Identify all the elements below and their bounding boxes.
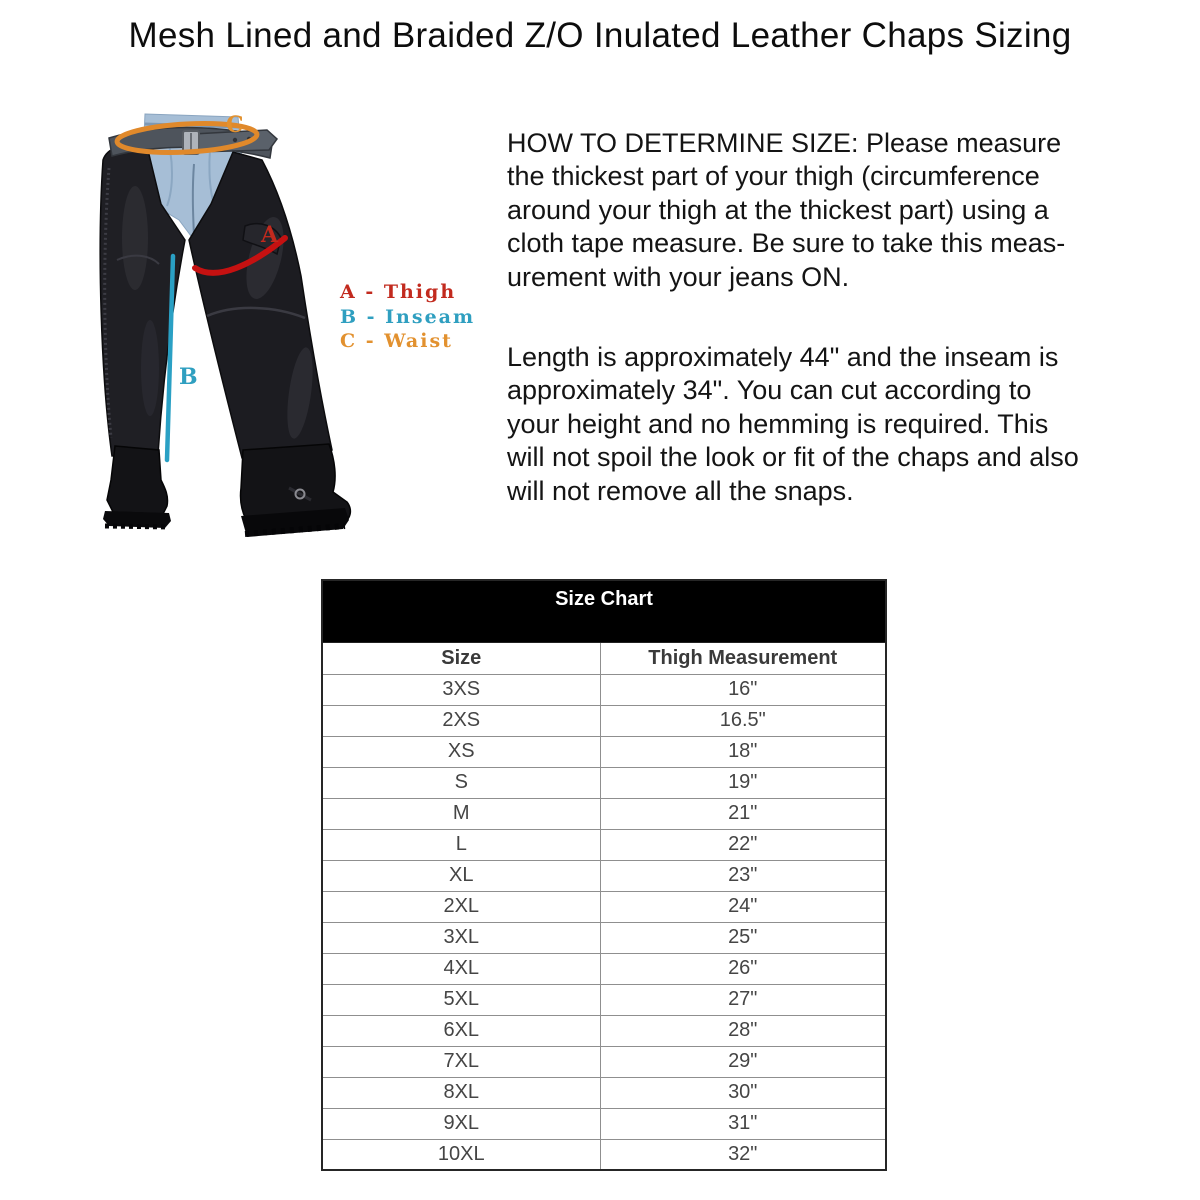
paragraph-line: the thickest part of your thigh (circumference xyxy=(507,161,1040,192)
length-info-paragraph xyxy=(507,341,1155,508)
table-cell: 19" xyxy=(600,767,886,798)
table-cell: XS xyxy=(322,736,600,767)
table-cell: 22" xyxy=(600,829,886,860)
paragraph-line: will not remove all the snaps. xyxy=(507,475,854,506)
table-cell: M xyxy=(322,798,600,829)
table-cell: S xyxy=(322,767,600,798)
table-cell: 25" xyxy=(600,922,886,953)
table-cell: 2XL xyxy=(322,891,600,922)
table-cell: 27" xyxy=(600,984,886,1015)
table-row xyxy=(322,829,886,860)
paragraph-line: urement with your jeans ON. xyxy=(507,261,850,292)
table-row xyxy=(322,1077,886,1108)
measurement-legend xyxy=(340,280,475,354)
table-cell: 29" xyxy=(600,1046,886,1077)
paragraph-line: Length is approximately 44" and the inseam is xyxy=(507,342,1059,373)
table-cell: 31" xyxy=(600,1108,886,1139)
table-row xyxy=(322,953,886,984)
paragraph-line: will not spoil the look or fit of the chaps and also xyxy=(507,442,1079,473)
paragraph-line: approximately 34". You can cut according to xyxy=(507,375,1032,406)
table-cell: 3XL xyxy=(322,922,600,953)
thigh-marker-label: A xyxy=(261,222,279,248)
table-cell: 23" xyxy=(600,860,886,891)
table-cell: 5XL xyxy=(322,984,600,1015)
size-table-body xyxy=(322,674,886,1170)
paragraph-line: HOW TO DETERMINE SIZE: Please measure xyxy=(507,128,1062,158)
table-row xyxy=(322,674,886,705)
table-row xyxy=(322,1046,886,1077)
waist-marker-label: C xyxy=(226,112,244,138)
table-cell: 7XL xyxy=(322,1046,600,1077)
table-row xyxy=(322,860,886,891)
size-chart-title-row xyxy=(322,580,886,642)
table-cell: 24" xyxy=(600,891,886,922)
how-to-determine-size-paragraph xyxy=(507,127,1155,294)
table-row xyxy=(322,798,886,829)
table-row xyxy=(322,705,886,736)
table-cell: 4XL xyxy=(322,953,600,984)
table-cell: 21" xyxy=(600,798,886,829)
table-cell: 16" xyxy=(600,674,886,705)
table-cell: 9XL xyxy=(322,1108,600,1139)
table-row xyxy=(322,1139,886,1170)
paragraph-line: cloth tape measure. Be sure to take this meas- xyxy=(507,228,1066,259)
table-cell: 8XL xyxy=(322,1077,600,1108)
table-row xyxy=(322,922,886,953)
table-row xyxy=(322,736,886,767)
page-title: Mesh Lined and Braided Z/O Inulated Leather Chaps Sizing xyxy=(128,16,1072,55)
table-cell: 16.5" xyxy=(600,705,886,736)
size-chart-title: Size Chart xyxy=(322,580,886,642)
size-chart-table xyxy=(321,579,887,1171)
table-cell: 32" xyxy=(600,1139,886,1170)
table-row xyxy=(322,891,886,922)
table-cell: 3XS xyxy=(322,674,600,705)
table-cell: XL xyxy=(322,860,600,891)
table-cell: 10XL xyxy=(322,1139,600,1170)
legend-thigh: A - Thigh xyxy=(340,281,457,303)
inseam-marker-label: B xyxy=(179,364,198,390)
size-column-header: Size xyxy=(322,642,600,674)
table-cell: 18" xyxy=(600,736,886,767)
table-row xyxy=(322,984,886,1015)
thigh-measurement-column-header: Thigh Measurement xyxy=(600,642,886,674)
size-chart-header-row xyxy=(322,642,886,674)
legend-inseam: B - Inseam xyxy=(340,305,476,328)
table-row xyxy=(322,767,886,798)
table-cell: 28" xyxy=(600,1015,886,1046)
table-cell: 26" xyxy=(600,953,886,984)
table-cell: 6XL xyxy=(322,1015,600,1046)
instructions-text xyxy=(507,127,1155,508)
paragraph-line: your height and no hemming is required. This xyxy=(507,408,1049,439)
table-row xyxy=(322,1108,886,1139)
table-cell: 2XS xyxy=(322,705,600,736)
paragraph-line: around your thigh at the thickest part) using a xyxy=(507,194,1049,225)
table-row xyxy=(322,1015,886,1046)
legend-waist: C - Waist xyxy=(340,330,453,352)
table-cell: 30" xyxy=(600,1077,886,1108)
table-cell: L xyxy=(322,829,600,860)
